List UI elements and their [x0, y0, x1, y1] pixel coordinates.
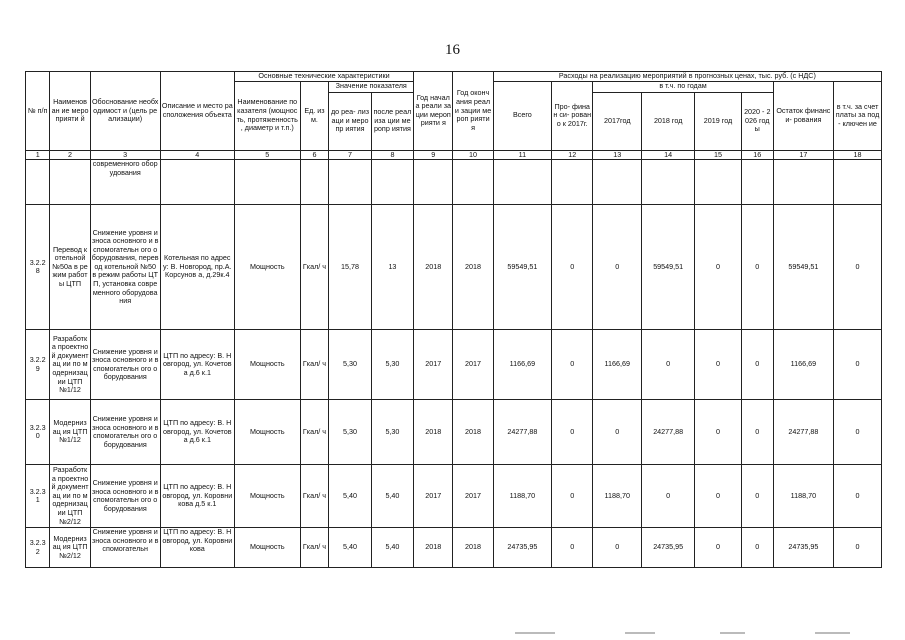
row-2018: 0: [642, 330, 695, 400]
row-location: ЦТП по адресу: В. Новгород, ул. Кочетова д.6 к.1: [160, 400, 234, 465]
column-number: 15: [695, 150, 742, 160]
column-number: 1: [26, 150, 50, 160]
row-2018: 59549,51: [642, 205, 695, 330]
column-number: 18: [834, 150, 882, 160]
row-financed: 0: [552, 330, 593, 400]
row-reason: Снижение уровня износа основного и вспомогательн ого оборудования: [90, 330, 160, 400]
row-2019: 0: [695, 400, 742, 465]
row-rest: 1166,69: [773, 330, 833, 400]
row-end: 2017: [453, 465, 493, 528]
row-after: 13: [371, 205, 413, 330]
row-total: 59549,51: [493, 205, 551, 330]
row-2020-2026: 0: [741, 465, 773, 528]
header-unit: Ед. изм.: [300, 81, 329, 150]
column-number: 3: [90, 150, 160, 160]
row-2017: 0: [593, 400, 642, 465]
page-number: 16: [445, 42, 460, 58]
header-name: Наименован ие мероприяти й: [50, 72, 90, 151]
table-row: [26, 330, 882, 400]
row-reason: Снижение уровня износа основного и вспомогательн: [90, 528, 160, 568]
row-reason: Снижение уровня износа основного и вспомогательн ого оборудования: [90, 400, 160, 465]
row-2020-2026: 0: [741, 400, 773, 465]
header-rest: Остаток финанси- рования: [773, 81, 833, 150]
table-row: [26, 400, 882, 465]
row-before: 5,40: [329, 465, 371, 528]
row-before: 5,30: [329, 400, 371, 465]
row-indicator: Мощность: [234, 528, 300, 568]
header-2019: 2019 год: [695, 92, 742, 150]
column-number: 11: [493, 150, 551, 160]
column-number: 13: [593, 150, 642, 160]
row-start: 2018: [414, 528, 453, 568]
row-num: 3.2.2 9: [26, 330, 50, 400]
table-row: [26, 528, 882, 568]
row-total: 1188,70: [493, 465, 551, 528]
header-num: № п/п: [26, 72, 50, 151]
row-start: 2017: [414, 330, 453, 400]
row-location: Котельная по адресу: В. Новгород, пр.А.Корсунов а, д.29к.4: [160, 205, 234, 330]
scan-artifact-marks: [515, 632, 885, 636]
header-indicator: Наименование показателя (мощность, протяженность , диаметр и т.п.): [234, 81, 300, 150]
row-2019: 0: [695, 528, 742, 568]
row-end: 2017: [453, 330, 493, 400]
header-row-1: [26, 72, 882, 82]
row-after: 5,30: [371, 400, 413, 465]
row-rest: 59549,51: [773, 205, 833, 330]
header-tech-group: Основные технические характеристики: [234, 72, 413, 82]
row-unit: Гкал/ ч: [300, 528, 329, 568]
row-name: Перевод котельной №50а в режим работы ЦТП: [50, 205, 90, 330]
row-indicator: Мощность: [234, 330, 300, 400]
column-number: 5: [234, 150, 300, 160]
header-2020-2026: 2020 - 2026 годы: [741, 92, 773, 150]
header-connection: в т.ч. за счет платы за под- ключен ие: [834, 81, 882, 150]
row-indicator: Мощность: [234, 205, 300, 330]
column-number: 16: [741, 150, 773, 160]
column-number: 17: [773, 150, 833, 160]
header-start-year: Год начал а реали зации мероп рияти я: [414, 72, 453, 151]
row-before: 15,78: [329, 205, 371, 330]
column-number: 4: [160, 150, 234, 160]
header-location: Описание и место расположения объекта: [160, 72, 234, 151]
row-reason: Снижение уровня износа основного и вспомогательн ого оборудования: [90, 465, 160, 528]
row-num: 3.2.2 8: [26, 205, 50, 330]
row-rest: 24735,95: [773, 528, 833, 568]
row-location: ЦТП по адресу: В. Новгород, ул. Коровникова д.5 к.1: [160, 465, 234, 528]
row-connection: 0: [834, 465, 882, 528]
row-2020-2026: 0: [741, 205, 773, 330]
row-location: ЦТП по адресу: В. Новгород, ул. Коровникова: [160, 528, 234, 568]
row-location: ЦТП по адресу: В. Новгород, ул. Кочетова д.6 к.1: [160, 330, 234, 400]
column-number: 6: [300, 150, 329, 160]
row-name: Модернизац ия ЦТП №2/12: [50, 528, 90, 568]
row-after: 5,40: [371, 528, 413, 568]
row-2017: 1188,70: [593, 465, 642, 528]
row-2019: 0: [695, 330, 742, 400]
header-expenses-group: Расходы на реализацию мероприятий в прогнозных ценах, тыс. руб. (с НДС): [493, 72, 881, 82]
column-number-row: [26, 150, 882, 160]
continuation-row: [26, 160, 882, 205]
row-2018: 24735,95: [642, 528, 695, 568]
header-total: Всего: [493, 81, 551, 150]
row-2017: 0: [593, 205, 642, 330]
column-number: 8: [371, 150, 413, 160]
row-2019: 0: [695, 465, 742, 528]
row-num: 3.2.3 1: [26, 465, 50, 528]
row-before: 5,30: [329, 330, 371, 400]
row-end: 2018: [453, 528, 493, 568]
investment-table: [25, 71, 882, 568]
row-financed: 0: [552, 465, 593, 528]
column-number: 10: [453, 150, 493, 160]
row-after: 5,40: [371, 465, 413, 528]
header-2018: 2018 год: [642, 92, 695, 150]
row-reason: Снижение уровня износа основного и вспомогательн ого оборудования, перевод котельной №50 в режим работы ЦТП, установка современного оборудования: [90, 205, 160, 330]
row-rest: 1188,70: [773, 465, 833, 528]
header-value-group: Значение показателя: [329, 81, 414, 92]
row-connection: 0: [834, 528, 882, 568]
row-name: Разработка проектной документац ии по модернизац ии ЦТП №2/12: [50, 465, 90, 528]
column-number: 9: [414, 150, 453, 160]
row-total: 24735,95: [493, 528, 551, 568]
row-name: Разработка проектной документац ии по модернизац ии ЦТП №1/12: [50, 330, 90, 400]
row-num: 3.2.3 2: [26, 528, 50, 568]
row-rest: 24277,88: [773, 400, 833, 465]
row-connection: 0: [834, 205, 882, 330]
row-unit: Гкал/ ч: [300, 400, 329, 465]
row-financed: 0: [552, 400, 593, 465]
header-before: до реа- лизаци и меропр иятия: [329, 92, 371, 150]
column-number: 14: [642, 150, 695, 160]
row-connection: 0: [834, 330, 882, 400]
row-after: 5,30: [371, 330, 413, 400]
row-indicator: Мощность: [234, 400, 300, 465]
header-after: после реализа ции меропр иятия: [371, 92, 413, 150]
header-incl-years: в т.ч. по годам: [593, 81, 773, 92]
column-number: 12: [552, 150, 593, 160]
row-2018: 24277,88: [642, 400, 695, 465]
row-2017: 0: [593, 528, 642, 568]
row-unit: Гкал/ ч: [300, 330, 329, 400]
row-end: 2018: [453, 400, 493, 465]
row-num: 3.2.3 0: [26, 400, 50, 465]
row-start: 2017: [414, 465, 453, 528]
row-2019: 0: [695, 205, 742, 330]
row-financed: 0: [552, 205, 593, 330]
row-2020-2026: 0: [741, 330, 773, 400]
table-row: [26, 205, 882, 330]
row-2018: 0: [642, 465, 695, 528]
row-start: 2018: [414, 400, 453, 465]
row-before: 5,40: [329, 528, 371, 568]
row-total: 1166,69: [493, 330, 551, 400]
row-start: 2018: [414, 205, 453, 330]
row-total: 24277,88: [493, 400, 551, 465]
continuation-text: современного оборудования: [90, 160, 160, 205]
row-2017: 1166,69: [593, 330, 642, 400]
row-name: Модернизац ия ЦТП №1/12: [50, 400, 90, 465]
row-connection: 0: [834, 400, 882, 465]
row-unit: Гкал/ ч: [300, 465, 329, 528]
header-financed: Про- финан си- рован о к 2017г.: [552, 81, 593, 150]
row-end: 2018: [453, 205, 493, 330]
row-unit: Гкал/ ч: [300, 205, 329, 330]
header-reason: Обоснование необходимост и (цель реализации): [90, 72, 160, 151]
header-2017: 2017год: [593, 92, 642, 150]
table-row: [26, 465, 882, 528]
column-number: 2: [50, 150, 90, 160]
row-2020-2026: 0: [741, 528, 773, 568]
header-end-year: Год оконч ания реали зации мероп рияти я: [453, 72, 493, 151]
row-indicator: Мощность: [234, 465, 300, 528]
row-financed: 0: [552, 528, 593, 568]
column-number: 7: [329, 150, 371, 160]
